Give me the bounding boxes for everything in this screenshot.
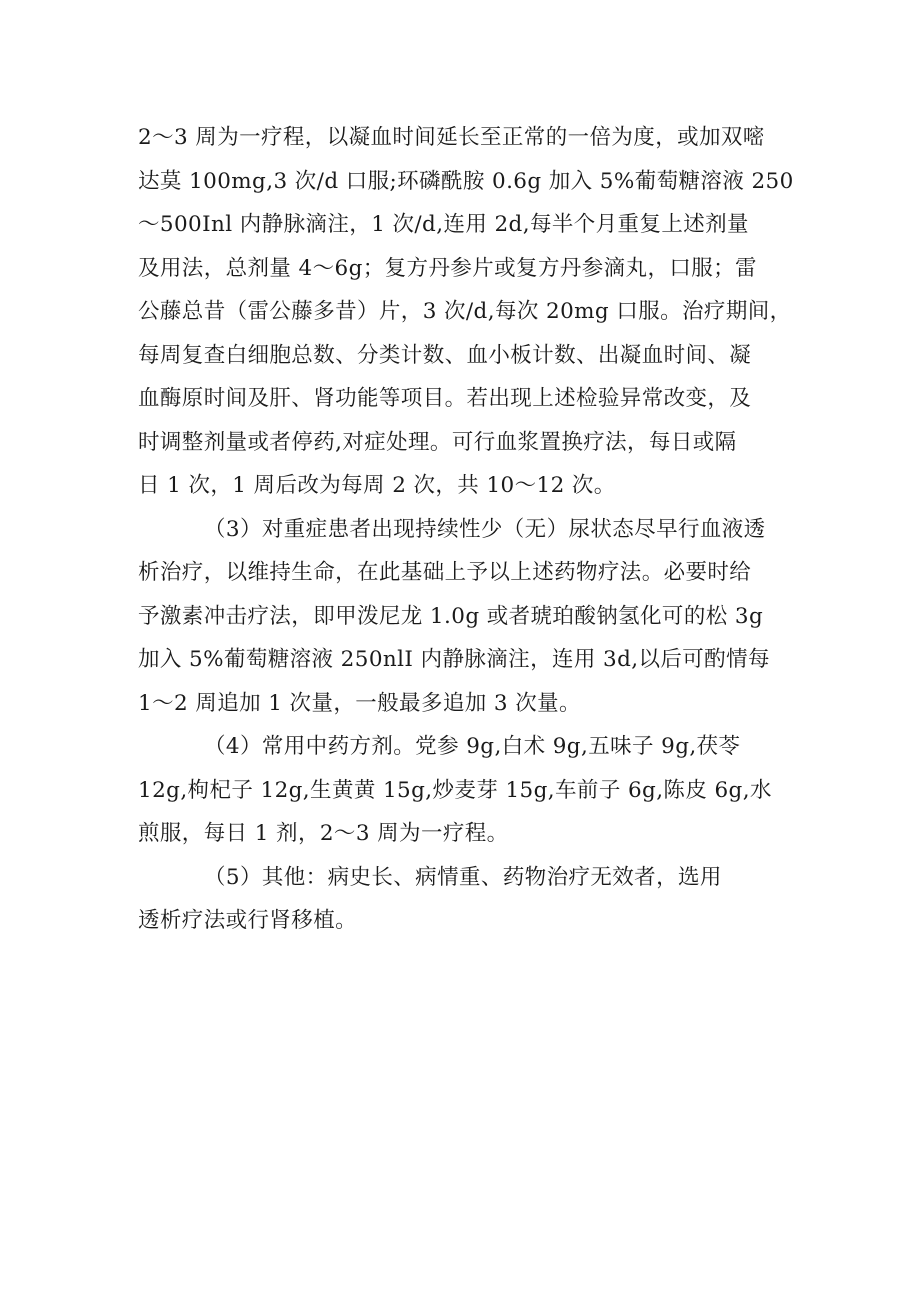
- text-line: 公藤总昔（雷公藤多昔）片，3 次/d,每次 20mg 口服。治疗期间，: [138, 299, 792, 324]
- body-text: [138, 116, 794, 943]
- text-line: 血酶原时间及肝、肾功能等项目。若出现上述检验异常改变，及: [138, 386, 752, 411]
- text-line: 1～2 周追加 1 次量，一般最多追加 3 次量。: [138, 690, 581, 716]
- text-line: 每周复查白细胞总数、分类计数、血小板计数、出凝血时间、凝: [138, 342, 752, 368]
- text-line: 煎服，每日 1 剂，2～3 周为一疗程。: [138, 821, 509, 846]
- text-line: ～500Inl 内静脉滴注，1 次/d,连用 2d,每半个月重复上述剂量: [138, 212, 749, 237]
- text-line: 2～3 周为一疗程，以凝血时间延长至正常的一倍为度，或加双嘧: [138, 125, 765, 150]
- paragraph-first-line: （5）其他：病史长、病情重、药物治疗无效者，选用: [204, 864, 722, 890]
- text-line: 时调整剂量或者停药,对症处理。可行血浆置换疗法，每日或隔: [138, 429, 737, 455]
- text-line: 予激素冲击疗法，即甲泼尼龙 1.0g 或者琥珀酸钠氢化可的松 3g: [138, 603, 764, 629]
- text-line: 加入 5%葡萄糖溶液 250nlI 内静脉滴注，连用 3d,以后可酌情每: [138, 647, 770, 672]
- text-line: 12g,枸杞子 12g,生黄黄 15g,炒麦芽 15g,车前子 6g,陈皮 6g,水: [138, 777, 772, 803]
- paragraph-first-line: （4）常用中药方剂。党参 9g,白术 9g,五味子 9g,茯苓: [204, 734, 741, 759]
- paragraph-first-line: （3）对重症患者出现持续性少（无）尿状态尽早行血液透: [204, 516, 766, 542]
- text-line: 析治疗，以维持生命，在此基础上予以上述药物疗法。必要时给: [138, 560, 752, 585]
- text-line: 及用法，总剂量 4～6g；复方丹参片或复方丹参滴丸，口服；雷: [138, 255, 757, 281]
- text-line: 透析疗法或行肾移植。: [138, 908, 358, 933]
- text-line: 日 1 次，1 周后改为每周 2 次，共 10～12 次。: [138, 473, 616, 498]
- text-line: 达莫 100mg,3 次/d 口服;环磷酰胺 0.6g 加入 5%葡萄糖溶液 250: [138, 168, 794, 194]
